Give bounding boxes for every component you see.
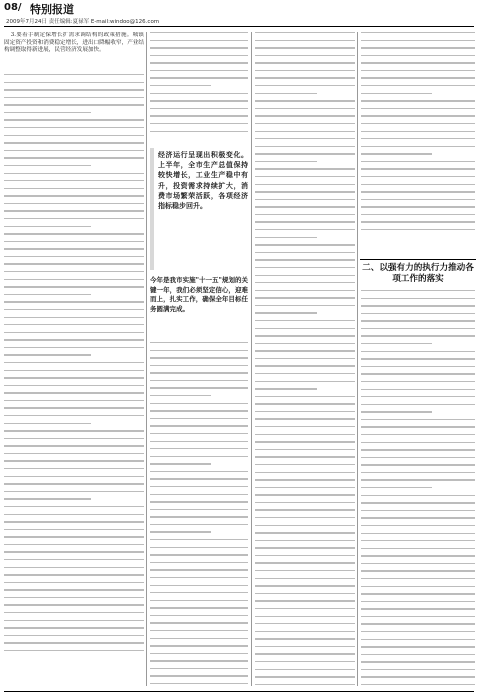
column-4-bottom-text bbox=[361, 290, 475, 686]
header-rule bbox=[4, 26, 474, 27]
footer-rule bbox=[4, 691, 474, 692]
column-1-text bbox=[4, 74, 144, 686]
pull-quote-2-text: 今年是我市实施"十一五"规划的关键一年，我们必须坚定信心，迎难而上，扎实工作，确保全年目标任务圆满完成。 bbox=[150, 276, 248, 313]
pull-quote-bar bbox=[150, 148, 154, 270]
header-meta: 2009年7月24日 责任编辑:夏禄军 E-mail:windoo@126.com bbox=[6, 19, 160, 25]
page-number: 08/ bbox=[4, 2, 22, 13]
column-4-top-text bbox=[361, 32, 475, 254]
pull-quote-2 bbox=[150, 276, 248, 336]
pull-quote-text: 经济运行呈现出积极变化。上半年，全市生产总值保持较快增长，工业生产稳中有升，投资需求持续扩大，消费市场繁荣活跃，各项经济指标稳步回升。 bbox=[158, 150, 248, 211]
pull-quote bbox=[150, 148, 248, 270]
column-separator bbox=[146, 32, 147, 686]
page-header bbox=[4, 2, 474, 25]
column-2-top-text bbox=[150, 32, 248, 142]
column-separator bbox=[251, 32, 252, 686]
column-2-bottom-text bbox=[150, 342, 248, 686]
column-1-intro: 3.要着手制定保增长扩需求调结构的政策措施。城镇固定资产投资和消费稳定增长，进出口降幅收窄，产业结构调整取得新进展，民营经济发展加快。 bbox=[4, 32, 144, 54]
column-separator bbox=[357, 32, 358, 686]
subhead-rule bbox=[360, 259, 476, 260]
section-title: 特别报道 bbox=[30, 3, 74, 16]
section-subhead: 二、以强有力的执行力推动各项工作的落实 bbox=[362, 263, 474, 284]
column-3-text bbox=[255, 32, 355, 686]
